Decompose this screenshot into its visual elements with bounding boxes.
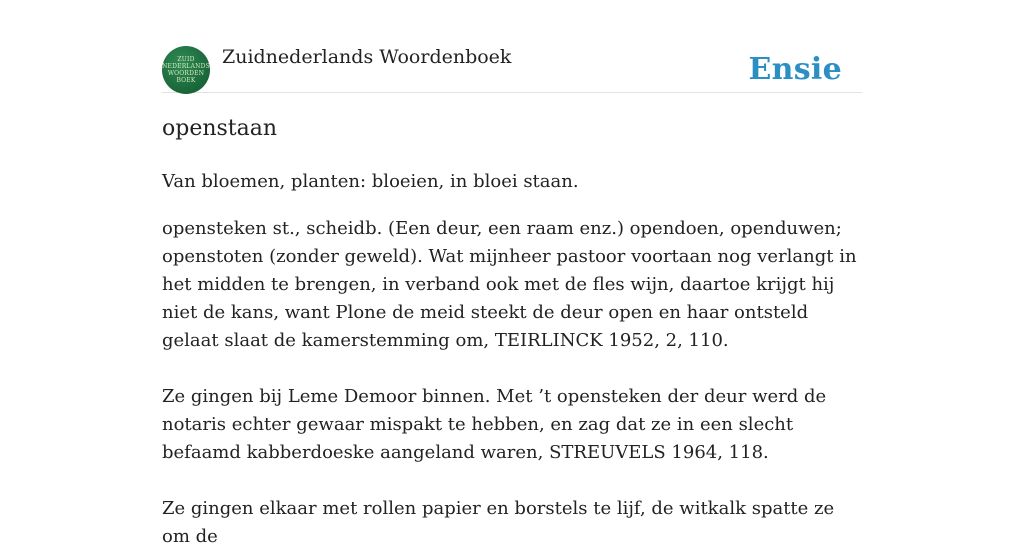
- ensie-brand-logo[interactable]: Ensie: [748, 52, 842, 87]
- entry-definition: Van bloemen, planten: bloeien, in bloei staan.: [162, 171, 579, 192]
- logo-line: BOEK: [176, 77, 196, 84]
- entry-paragraph: opensteken st., scheidb. (Een deur, een raam enz.) opendoen, openduwen; openstoten (zonder geweld). Wat mijnheer pastoor voortaan nog verlangt in het midden te brengen, in verband ook met de fles wijn, daartoe krijgt hij niet de kans, want Plone de meid steekt de deur open en haar ontsteld gelaat slaat de kamerstemming om, TEIRLINCK 1952, 2, 110.: [162, 218, 857, 351]
- entry-headword: openstaan: [162, 116, 278, 141]
- logo-line: WOORDEN: [167, 70, 205, 77]
- site-header: [162, 40, 862, 93]
- entry-paragraph: Ze gingen bij Leme Demoor binnen. Met ’t opensteken der deur werd de notaris echter gewaar mispakt te hebben, en zag dat ze in een slecht befaamd kabberdoeske aangeland waren, STREUVELS 1964, 118.: [162, 386, 827, 463]
- logo-line: NEDERLANDS: [162, 63, 210, 70]
- logo-line: ZUID: [177, 56, 195, 63]
- entry-paragraph: Ze gingen elkaar met rollen papier en borstels te lijf, de witkalk spatte ze om de: [162, 498, 835, 547]
- site-title-link[interactable]: Zuidnederlands Woordenboek: [222, 46, 512, 68]
- dictionary-logo-icon[interactable]: [162, 46, 210, 94]
